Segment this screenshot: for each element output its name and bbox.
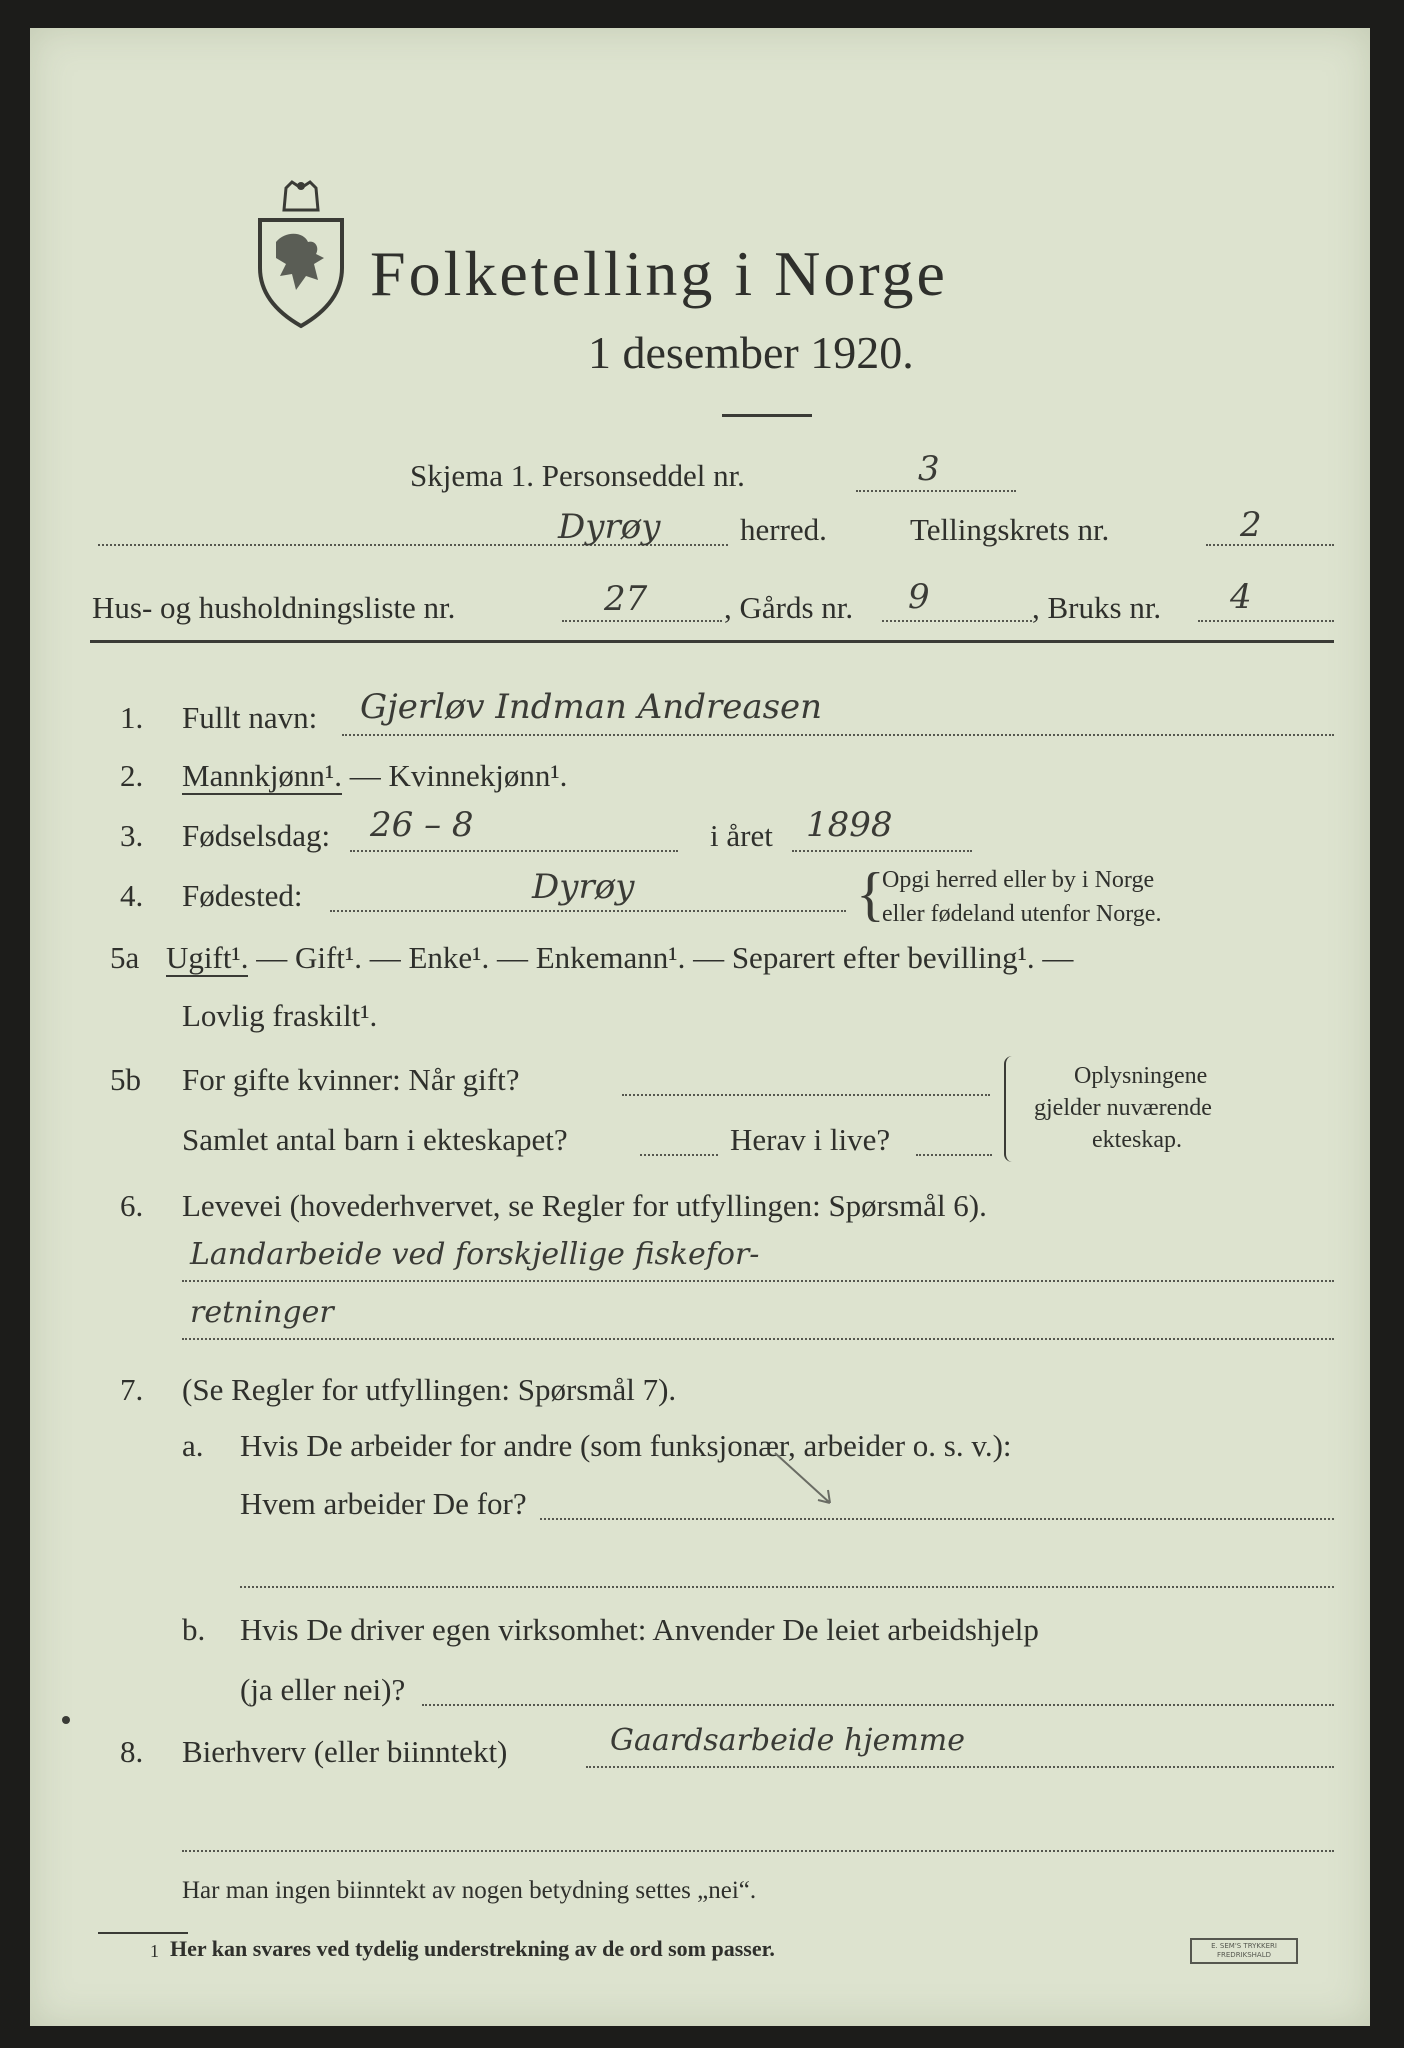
schema-label: Skjema 1. Personseddel nr. [410, 458, 745, 493]
personseddel-line [856, 490, 1016, 492]
husliste-value: 27 [604, 579, 648, 619]
q5a-ugift-option: Ugift¹. [166, 940, 249, 975]
herred-value: Dyrøy [558, 507, 661, 547]
bruks-line [1198, 620, 1334, 622]
q5b-line2: Samlet antal barn i ekteskapet? [182, 1122, 568, 1157]
q6-value-line1: Landarbeide ved forskjellige fiskefor- [190, 1237, 760, 1272]
q5b-number: 5b [110, 1062, 141, 1097]
q7a-label: Hvis De arbeider for andre (som funksjonær, arbeider o. s. v.): [240, 1428, 1012, 1463]
q8-label: Bierhverv (eller biinntekt) [182, 1734, 508, 1769]
q7a-number: a. [182, 1428, 204, 1463]
q6-line2 [182, 1338, 1334, 1340]
q7-number: 7. [120, 1372, 144, 1407]
gards-value: 9 [908, 577, 930, 617]
q2-line [182, 760, 567, 791]
footnote-text: Her kan svares ved tydelig understrekning av de ord som passer. [170, 1936, 775, 1961]
q5b-bracket [1004, 1056, 1016, 1162]
q5b-label: For gifte kvinner: Når gift? [182, 1062, 520, 1097]
q5b-alive-label: Herav i live? [730, 1122, 891, 1157]
q3-year-value: 1898 [806, 805, 893, 845]
q5b-alive-line [916, 1154, 992, 1156]
gards-label: , Gårds nr. [724, 590, 854, 625]
tellingskrets-label: Tellingskrets nr. [910, 512, 1110, 547]
footnote-divider [98, 1932, 188, 1934]
tellingskrets-value: 2 [1240, 505, 1262, 545]
q2-male-option: Mannkjønn¹. [182, 758, 342, 793]
q7b-line [422, 1704, 1334, 1706]
q4-number: 4. [120, 878, 144, 913]
q7-label: (Se Regler for utfyllingen: Spørsmål 7). [182, 1372, 677, 1407]
q5b-note-line2: gjelder nuværende [1034, 1095, 1212, 1121]
q1-number: 1. [120, 700, 144, 735]
q3-value: 26 – 8 [370, 805, 474, 845]
q5b-note-line3: ekteskap. [1092, 1127, 1182, 1153]
gards-line [882, 620, 1032, 622]
printer-stamp: E. SEM'S TRYKKERI FREDRIKSHALD [1190, 1938, 1298, 1964]
q7a-line [540, 1518, 1334, 1520]
q5a-line [166, 942, 1073, 973]
q6-number: 6. [120, 1188, 144, 1223]
q7a-arrow-mark [770, 1448, 850, 1518]
q8-value: Gaardsarbeide hjemme [610, 1723, 965, 1758]
q7b-number: b. [182, 1612, 206, 1647]
q5b-note-line1: Oplysningene [1074, 1063, 1208, 1089]
q7a-line2: Hvem arbeider De for? [240, 1486, 527, 1521]
herred-label: herred. [740, 512, 827, 547]
q5b-children-line [640, 1154, 718, 1156]
tellingskrets-line [1206, 544, 1334, 546]
title-divider [722, 414, 812, 417]
q8-line [586, 1766, 1334, 1768]
q6-line1 [182, 1280, 1334, 1282]
q2-number: 2. [120, 758, 144, 793]
header-divider [90, 640, 1334, 643]
q4-brace: { [856, 861, 885, 927]
q4-note-line1: Opgi herred eller by i Norge [882, 867, 1155, 893]
footnote-number: 1 [150, 1941, 159, 1961]
husliste-label: Hus- og husholdningsliste nr. [92, 590, 456, 625]
q4-value: Dyrøy [532, 867, 635, 907]
q2-female-option: — Kvinnekjønn¹. [341, 758, 568, 793]
q7b-line2: (ja eller nei)? [240, 1672, 406, 1707]
bruks-value: 4 [1230, 577, 1252, 617]
q5b-date-line [622, 1094, 990, 1096]
q5a-other-options: — Gift¹. — Enke¹. — Enkemann¹. — Separert efter bevilling¹. — [248, 940, 1074, 975]
q7a-extra-line [240, 1586, 1334, 1588]
q3-year-label: i året [710, 818, 773, 853]
margin-dot [62, 1716, 70, 1724]
q8-extra-line [182, 1850, 1334, 1852]
q6-label: Levevei (hovederhvervet, se Regler for utfyllingen: Spørsmål 6). [182, 1188, 987, 1223]
husliste-line [562, 620, 722, 622]
instruction-note: Har man ingen biinntekt av nogen betydning settes „nei“. [182, 1877, 757, 1904]
q1-label: Fullt navn: [182, 700, 318, 735]
coat-of-arms-icon [246, 180, 356, 330]
q3-label: Fødselsdag: [182, 818, 331, 853]
q6-value-line2: retninger [190, 1295, 334, 1330]
form-subtitle: 1 desember 1920. [588, 327, 914, 378]
q1-value: Gjerløv Indman Andreasen [360, 687, 823, 727]
q4-label: Fødested: [182, 878, 303, 913]
q3-line [350, 850, 678, 852]
q5a-number: 5a [110, 940, 140, 975]
q4-note-line2: eller fødeland utenfor Norge. [882, 901, 1162, 927]
q4-line [330, 910, 846, 912]
q5a-line2: Lovlig fraskilt¹. [182, 998, 378, 1033]
personseddel-value: 3 [918, 449, 940, 489]
bruks-label: , Bruks nr. [1032, 590, 1162, 625]
q7b-label: Hvis De driver egen virksomhet: Anvender De leiet arbeidshjelp [240, 1612, 1039, 1647]
q8-number: 8. [120, 1734, 144, 1769]
q3-year-line [792, 850, 972, 852]
form-title: Folketelling i Norge [370, 238, 948, 309]
q3-number: 3. [120, 818, 144, 853]
census-form [30, 28, 1370, 2026]
q1-line [342, 734, 1334, 736]
